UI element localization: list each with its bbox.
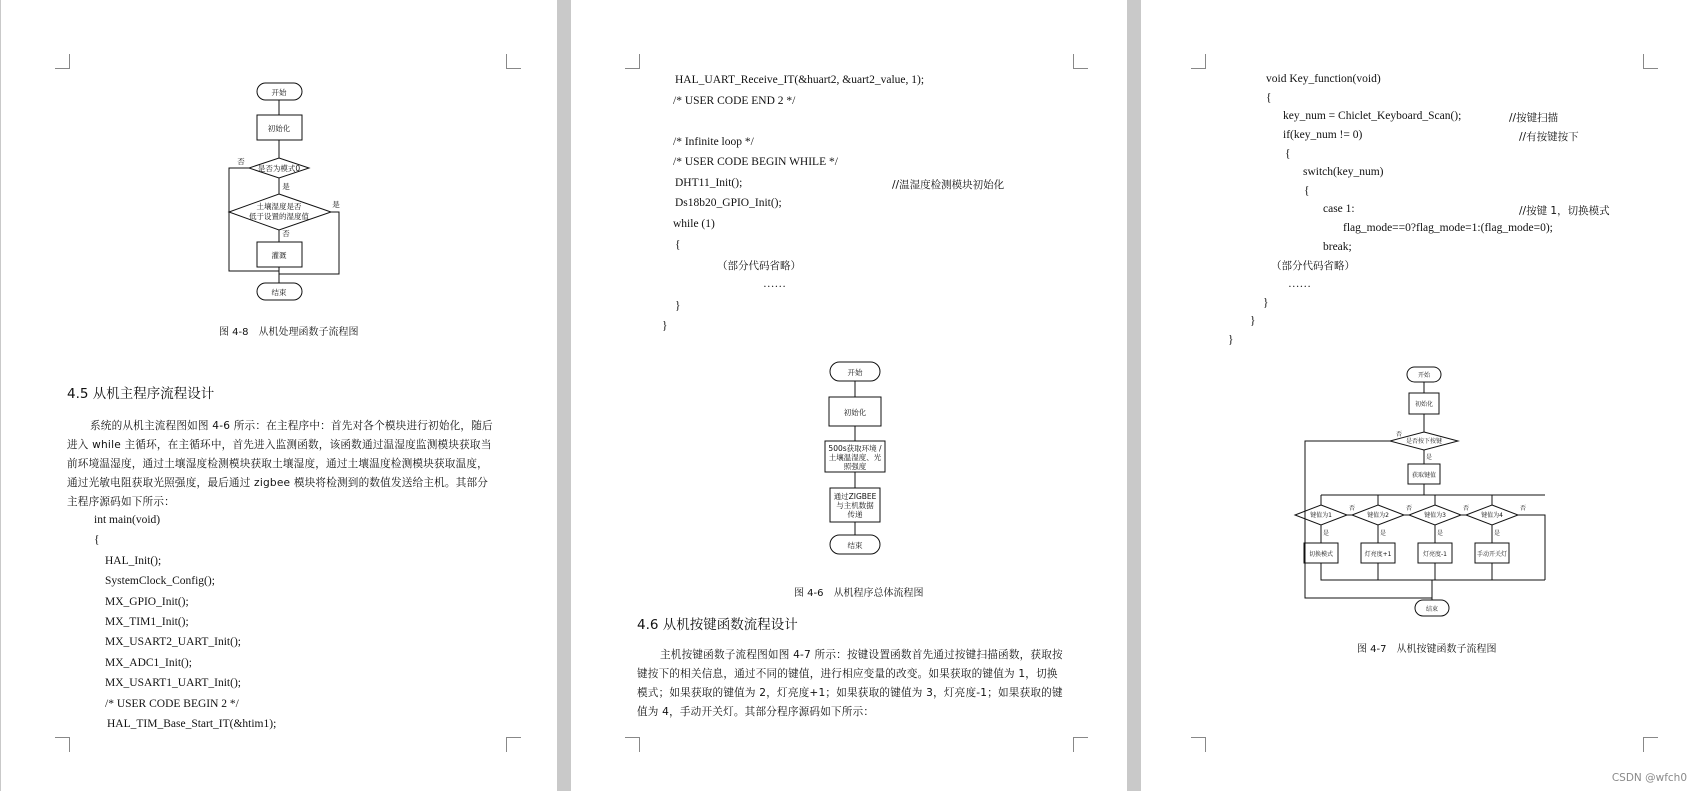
paragraph-line: 主机按键函数子流程图如图 4-7 所示：按键设置函数首先通过按键扫描函数，获取按 (660, 649, 1063, 661)
paragraph-line: 模式；如果获取的键值为 2，灯亮度+1；如果获取的键值为 3，灯亮度-1；如果获取的键 (637, 687, 1063, 699)
code-line: { (94, 534, 100, 546)
code-line: switch(key_num) (1303, 166, 1384, 178)
margin-mark (1643, 737, 1658, 752)
code-line: HAL_UART_Receive_IT(&huart2, &uart2_value, 1); (675, 74, 925, 86)
code-line: SystemClock_Config(); (105, 575, 215, 587)
code-line: MX_USART2_UART_Init(); (105, 636, 241, 648)
code-line: { (675, 239, 681, 251)
slave-main-flowchart (571, 0, 1127, 560)
code-line: /* USER CODE END 2 */ (673, 95, 796, 107)
flow-no-label: 否 (1519, 505, 1527, 512)
code-line: key_num = Chiclet_Keyboard_Scan(); (1283, 110, 1462, 122)
slave-handler-flowchart (1, 0, 557, 310)
flow-yes-label: 是 (1322, 530, 1330, 537)
flow-no-label: 否 (1395, 431, 1403, 438)
paragraph-line: 通过光敏电阻获取光照强度，最后通过 zigbee 模块将检测到的数值发送给主机。其部分 (67, 477, 489, 489)
margin-mark (1073, 737, 1088, 752)
code-omitted-note: （部分代码省略） (1271, 260, 1355, 272)
code-line: { (1304, 185, 1310, 197)
flow-no-label: 否 (237, 157, 245, 166)
flow-start: 开始 (847, 368, 863, 377)
paragraph-line: 系统的从机主流程图如图 4-6 所示：在主程序中：首先对各个模块进行初始化，随后 (90, 420, 493, 432)
margin-mark (1191, 737, 1206, 752)
code-line: DHT11_Init(); (675, 177, 743, 189)
key-function-flowchart (1141, 0, 1699, 630)
flow-no-label: 否 (1405, 505, 1413, 512)
code-comment: //按键 1，切换模式 (1519, 205, 1610, 217)
code-line: HAL_TIM_Base_Start_IT(&htim1); (107, 718, 277, 730)
code-line: { (1285, 148, 1291, 160)
flow-start: 开始 (1417, 372, 1431, 379)
figure-caption: 图 4-6 从机程序总体流程图 (794, 588, 924, 599)
code-line: /* Infinite loop */ (673, 136, 754, 148)
flow-init: 初始化 (267, 124, 291, 133)
code-line: MX_TIM1_Init(); (105, 616, 189, 628)
flow-send-3: 传递 (847, 510, 863, 519)
paragraph-line: 进入 while 主循环，在主循环中，首先进入监测函数，该函数通过温湿度监测模块获取当 (67, 439, 492, 451)
paragraph-line: 键按下的相关信息，通过不同的键值，进行相应变量的改变。如果获取的键值为 1，切换 (637, 668, 1058, 680)
code-line: flag_mode==0?flag_mode=1:(flag_mode=0); (1343, 222, 1553, 234)
paragraph-line: 主程序源码如下所示： (67, 496, 175, 508)
flow-action-brightness-down: 灯亮度-1 (1423, 551, 1447, 558)
flow-action-toggle-light: 手动开关灯 (1476, 551, 1508, 558)
margin-mark (506, 737, 521, 752)
flow-yes-label: 是 (332, 200, 340, 209)
code-comment: //有按键按下 (1519, 131, 1579, 143)
flow-yes-label: 是 (282, 182, 290, 191)
flow-no-label: 否 (282, 229, 290, 238)
flow-end: 结束 (271, 288, 287, 297)
flow-key4: 键值为4 (1481, 512, 1503, 519)
flow-no-label: 否 (1462, 505, 1470, 512)
code-line: } (675, 300, 681, 312)
code-line: if(key_num != 0) (1283, 129, 1363, 141)
flow-yes-label: 是 (1493, 530, 1501, 537)
flow-action-mode: 切换模式 (1308, 551, 1334, 558)
flow-end: 结束 (847, 541, 863, 550)
flow-yes-label: 是 (1436, 530, 1444, 537)
flow-key3: 键值为3 (1424, 512, 1446, 519)
code-ellipsis: …… (1288, 278, 1311, 290)
document-page-1 (1, 0, 557, 791)
flow-decision-humidity-2: 低于设置的湿度值 (249, 212, 309, 221)
flow-start: 开始 (271, 88, 287, 97)
code-line: } (1263, 297, 1269, 309)
code-line: Ds18b20_GPIO_Init(); (675, 197, 782, 209)
margin-mark (55, 737, 70, 752)
flow-decision-mode: 是否为模式0 (257, 164, 301, 173)
flow-init: 初始化 (1414, 401, 1434, 408)
flow-collect-2: 土壤温湿度、光 (828, 453, 882, 462)
flow-yes-label: 是 (1379, 530, 1387, 537)
code-line: break; (1323, 241, 1352, 253)
document-page-2 (571, 0, 1127, 791)
code-line: MX_ADC1_Init(); (105, 657, 192, 669)
code-line: /* USER CODE BEGIN WHILE */ (673, 156, 838, 168)
paragraph-line: 前环境温湿度，通过土壤湿度检测模块获取土壤湿度，通过土壤温度检测模块获取温度， (67, 458, 488, 470)
figure-caption: 图 4-7 从机按键函数子流程图 (1357, 644, 1497, 655)
paragraph-line: 值为 4，手动开关灯。其部分程序源码如下所示： (637, 706, 875, 718)
flow-send-2: 与主机数据 (836, 501, 874, 510)
code-line: } (1250, 315, 1256, 327)
code-line: { (1266, 92, 1272, 104)
flow-action-brightness-up: 灯亮度+1 (1364, 551, 1392, 558)
document-page-3 (1141, 0, 1699, 791)
watermark: CSDN @wfch0 (1611, 772, 1687, 784)
code-line: } (1228, 334, 1234, 346)
code-line: int main(void) (94, 514, 161, 526)
body-paragraph (637, 646, 1063, 722)
code-comment: //按键扫描 (1509, 112, 1559, 124)
code-line: case 1: (1323, 203, 1355, 215)
flow-read-key: 获取键值 (1411, 472, 1437, 479)
flow-collect-3: 照强度 (843, 462, 867, 471)
code-line: /* USER CODE BEGIN 2 */ (105, 698, 239, 710)
flow-end: 结束 (1425, 606, 1439, 613)
code-line: } (662, 320, 668, 332)
code-omitted-note: （部分代码省略） (717, 260, 801, 272)
section-heading: 4.5 从机主程序流程设计 (67, 386, 215, 402)
margin-mark (625, 737, 640, 752)
code-line: void Key_function(void) (1266, 73, 1381, 85)
figure-caption: 图 4-8 从机处理函数子流程图 (219, 327, 359, 338)
flow-no-label: 否 (1348, 505, 1356, 512)
flow-decision-key: 是否按下按键 (1405, 438, 1443, 445)
code-line: while (1) (673, 218, 715, 230)
flow-action: 灌溉 (271, 251, 287, 260)
code-line: HAL_Init(); (105, 555, 162, 567)
body-paragraph (67, 417, 493, 512)
flow-yes-label: 是 (1425, 454, 1433, 461)
section-heading: 4.6 从机按键函数流程设计 (637, 617, 798, 633)
code-comment: //温湿度检测模块初始化 (892, 179, 1005, 191)
code-line: MX_USART1_UART_Init(); (105, 677, 241, 689)
flow-key2: 键值为2 (1367, 512, 1389, 519)
flow-init: 初始化 (843, 408, 867, 417)
flow-decision-humidity: 土壤湿度是否 (256, 202, 302, 211)
flow-key1: 键值为1 (1310, 512, 1332, 519)
flow-collect: 500s获取环境 / (828, 444, 882, 453)
code-line: MX_GPIO_Init(); (105, 596, 189, 608)
flow-send: 通过ZIGBEE (833, 492, 877, 501)
code-ellipsis: …… (763, 278, 786, 290)
